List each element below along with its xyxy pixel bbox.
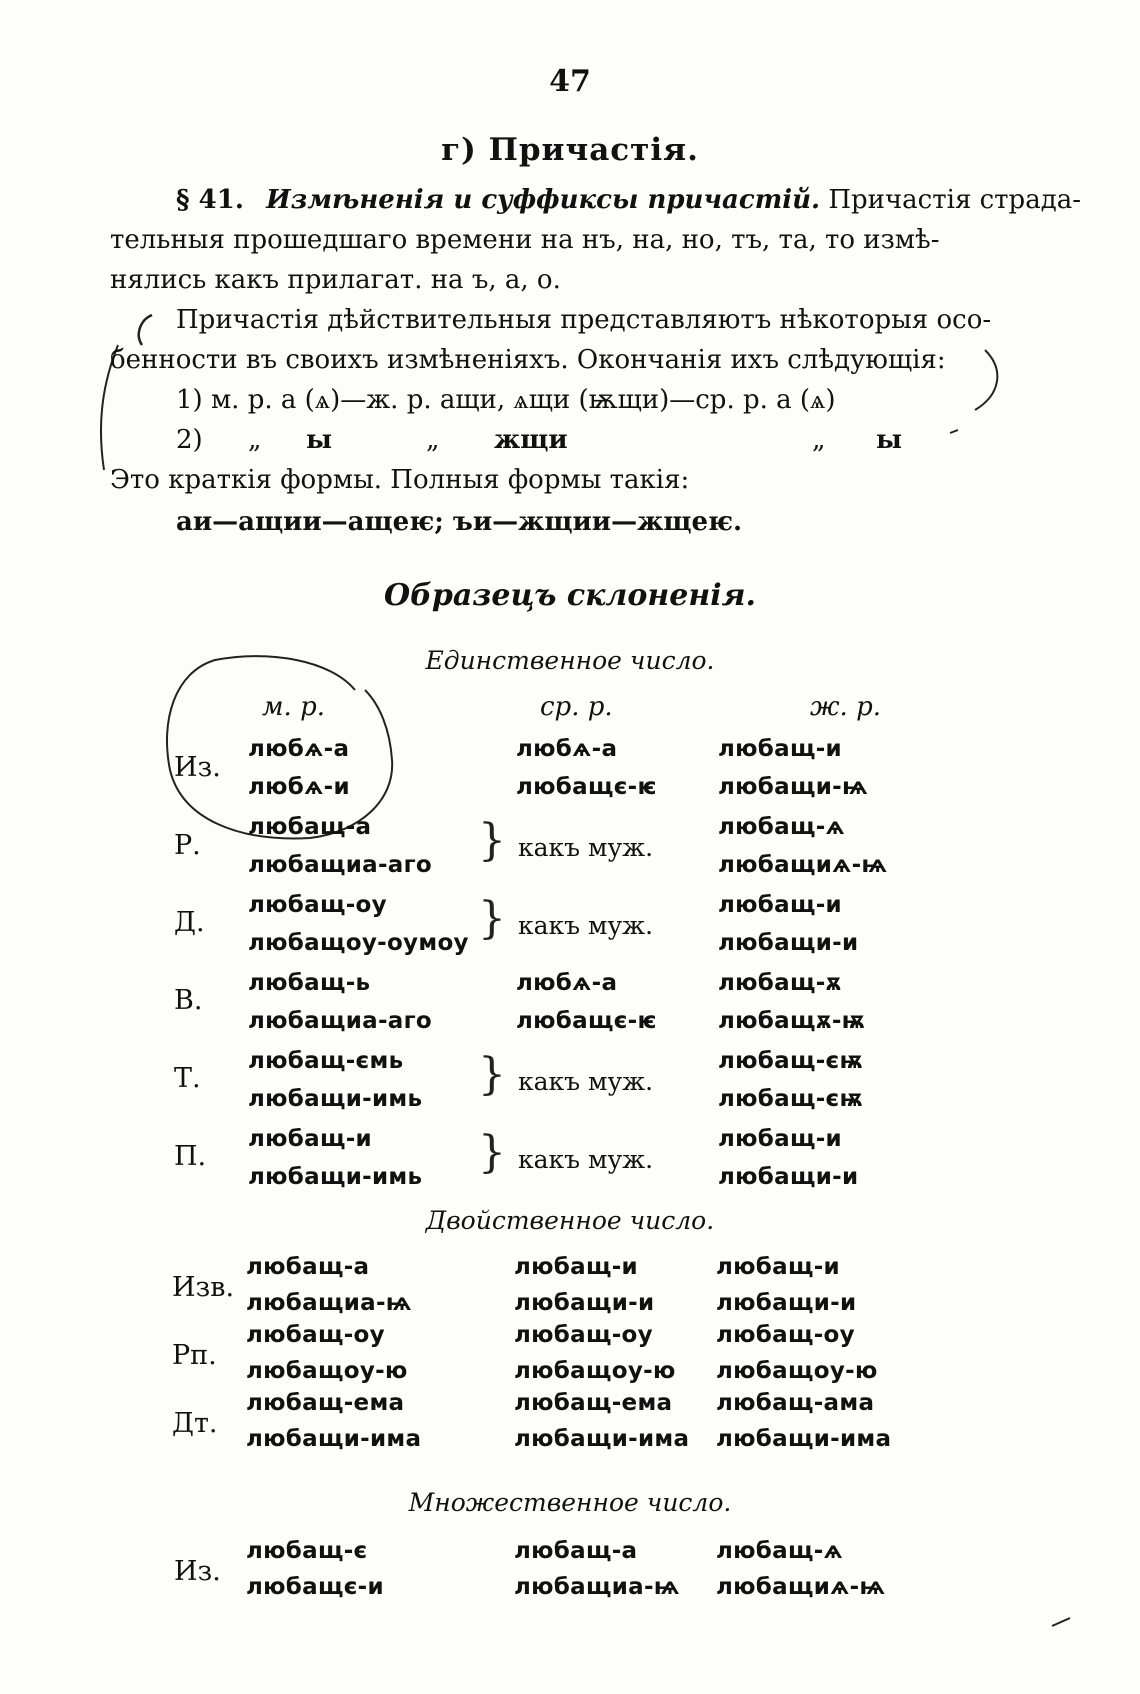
form-neut: любащ-и bbox=[514, 1254, 638, 1280]
header-neut: ср. р. bbox=[540, 692, 613, 722]
form-fem: любащ-и bbox=[718, 892, 842, 918]
ditto-mark-2: „ bbox=[426, 425, 440, 455]
form-neut: любащє-ѥ bbox=[516, 774, 658, 800]
case-label: Д. bbox=[174, 907, 205, 938]
form-masc: любащ-ємь bbox=[248, 1048, 404, 1074]
as-masc-note: какъ муж. bbox=[518, 1145, 654, 1174]
form-masc: любащиа-ѩ bbox=[246, 1290, 412, 1316]
form-fem: любащ-и bbox=[718, 736, 842, 762]
para-41-line-9: аи—ащии—ащеѥ; ъи—жщии—жщеѥ. bbox=[176, 507, 743, 537]
ditto-mark-1: „ bbox=[248, 425, 262, 455]
form-fem: любащоу-ю bbox=[716, 1358, 878, 1384]
para-line-1-rest: Причастія страда- bbox=[828, 185, 1081, 215]
form-masc: любащи-имь bbox=[248, 1086, 423, 1112]
form-neut: любѧ-а bbox=[516, 736, 618, 762]
para-41-line-4: Причастія дѣйствительныя представляютъ нѣкоторыя осо- bbox=[176, 305, 992, 335]
as-masc-note: какъ муж. bbox=[518, 911, 654, 940]
case-label: Из. bbox=[174, 1556, 221, 1587]
case-label: Рп. bbox=[172, 1340, 217, 1371]
form-masc: любащоу-оумоу bbox=[248, 930, 469, 956]
brace: } bbox=[478, 893, 506, 944]
para-41-line-7 bbox=[176, 420, 903, 460]
para-41-line-8: Это краткія формы. Полныя формы такія: bbox=[110, 465, 690, 495]
form-fem: любащи-има bbox=[716, 1426, 892, 1452]
form-masc: любащиа-аго bbox=[248, 852, 433, 878]
para-41-line-1 bbox=[176, 180, 1081, 220]
form-masc: любащ-є bbox=[246, 1538, 368, 1564]
as-masc-note: какъ муж. bbox=[518, 1067, 654, 1096]
page-number: 47 bbox=[549, 64, 591, 99]
dual-title: Двойственное число. bbox=[425, 1206, 715, 1235]
form-fem: любащ-ѧ bbox=[716, 1538, 843, 1564]
case-label: Из. bbox=[174, 752, 221, 783]
form-neut: любѧ-а bbox=[516, 970, 618, 996]
form-neut: любащиа-ѩ bbox=[514, 1574, 680, 1600]
form-masc: любащ-ема bbox=[246, 1390, 405, 1416]
case-label: П. bbox=[174, 1141, 207, 1172]
form-masc: любѧ-а bbox=[248, 736, 350, 762]
brace: } bbox=[478, 815, 506, 866]
as-masc-note: какъ муж. bbox=[518, 833, 654, 862]
form-fem: любащ-ѫ bbox=[718, 970, 842, 996]
form-fem: любащ-и bbox=[718, 1126, 842, 1152]
form-neut: любащ-ема bbox=[514, 1390, 673, 1416]
form-neut: любащи-и bbox=[514, 1290, 655, 1316]
form-masc: любащи-има bbox=[246, 1426, 422, 1452]
para-41-line-2: тельныя прошедшаго времени на нъ, на, но, тъ, та, то измѣ- bbox=[110, 225, 940, 255]
section-title: г) Причастія. bbox=[441, 132, 699, 168]
form-masc: любащ-оу bbox=[246, 1322, 385, 1348]
case-label: В. bbox=[174, 985, 203, 1016]
sample-title: Образецъ склоненія. bbox=[384, 578, 756, 613]
form-fem: любащиѧ-ѩ bbox=[716, 1574, 886, 1600]
plural-title: Множественное число. bbox=[408, 1488, 732, 1517]
para-41-line-3: нялись какъ прилагат. на ъ, а, о. bbox=[110, 265, 561, 295]
ditto-mark-3: „ bbox=[812, 425, 826, 455]
case-label: Изв. bbox=[172, 1272, 235, 1303]
form-masc: любащ-ь bbox=[248, 970, 371, 996]
form-fem: любащи-и bbox=[718, 1164, 859, 1190]
para-41-line-6: 1) м. р. а (ѧ)—ж. р. ащи, ѧщи (ѭщи)—ср. р. а (ѧ) bbox=[176, 385, 836, 415]
form-fem: любащ-оу bbox=[716, 1322, 855, 1348]
form-neut: любащє-ѥ bbox=[516, 1008, 658, 1034]
form-neut: любащ-оу bbox=[514, 1322, 653, 1348]
form-masc: любащє-и bbox=[246, 1574, 384, 1600]
form-masc: любащ-и bbox=[248, 1126, 372, 1152]
line-7-number: 2) bbox=[176, 425, 203, 455]
form-fem: любащи-и bbox=[716, 1290, 857, 1316]
form-masc: любащ-оу bbox=[248, 892, 387, 918]
brace: } bbox=[478, 1127, 506, 1178]
para-number: § 41. bbox=[176, 185, 244, 215]
header-masc: м. р. bbox=[262, 692, 325, 722]
form-masc: любащоу-ю bbox=[246, 1358, 408, 1384]
form-masc: любѧ-и bbox=[248, 774, 350, 800]
form-fem: любащѫ-ѭ bbox=[718, 1008, 866, 1034]
ending-zhshchi: жщи bbox=[494, 425, 568, 455]
form-fem: любащ-и bbox=[716, 1254, 840, 1280]
form-fem: любащ-єѭ bbox=[718, 1048, 863, 1074]
ending-y-1: ы bbox=[306, 425, 333, 455]
form-fem: любащиѧ-ѩ bbox=[718, 852, 888, 878]
form-masc: любащи-имь bbox=[248, 1164, 423, 1190]
header-fem: ж. р. bbox=[810, 692, 881, 722]
para-41-line-5: бенности въ своихъ измѣненіяхъ. Окончанія ихъ слѣдующія: bbox=[110, 345, 946, 375]
form-fem: любащи-и bbox=[718, 930, 859, 956]
ending-y-2: ы bbox=[876, 425, 903, 455]
case-label: Р. bbox=[174, 830, 201, 861]
form-neut: любащи-има bbox=[514, 1426, 690, 1452]
form-neut: любащ-а bbox=[514, 1538, 638, 1564]
form-fem: любащ-єѭ bbox=[718, 1086, 863, 1112]
brace: } bbox=[478, 1049, 506, 1100]
form-masc: любащ-а bbox=[248, 814, 372, 840]
case-label: Т. bbox=[174, 1063, 201, 1094]
form-fem: любащ-ѧ bbox=[718, 814, 845, 840]
form-fem: любащи-ѩ bbox=[718, 774, 869, 800]
singular-title: Единственное число. bbox=[425, 646, 715, 675]
form-neut: любащоу-ю bbox=[514, 1358, 676, 1384]
form-fem: любащ-ама bbox=[716, 1390, 875, 1416]
form-masc: любащиа-аго bbox=[248, 1008, 433, 1034]
form-masc: любащ-а bbox=[246, 1254, 370, 1280]
case-label: Дт. bbox=[172, 1408, 218, 1439]
para-heading: Измѣненія и суффиксы причастій. bbox=[266, 185, 821, 215]
